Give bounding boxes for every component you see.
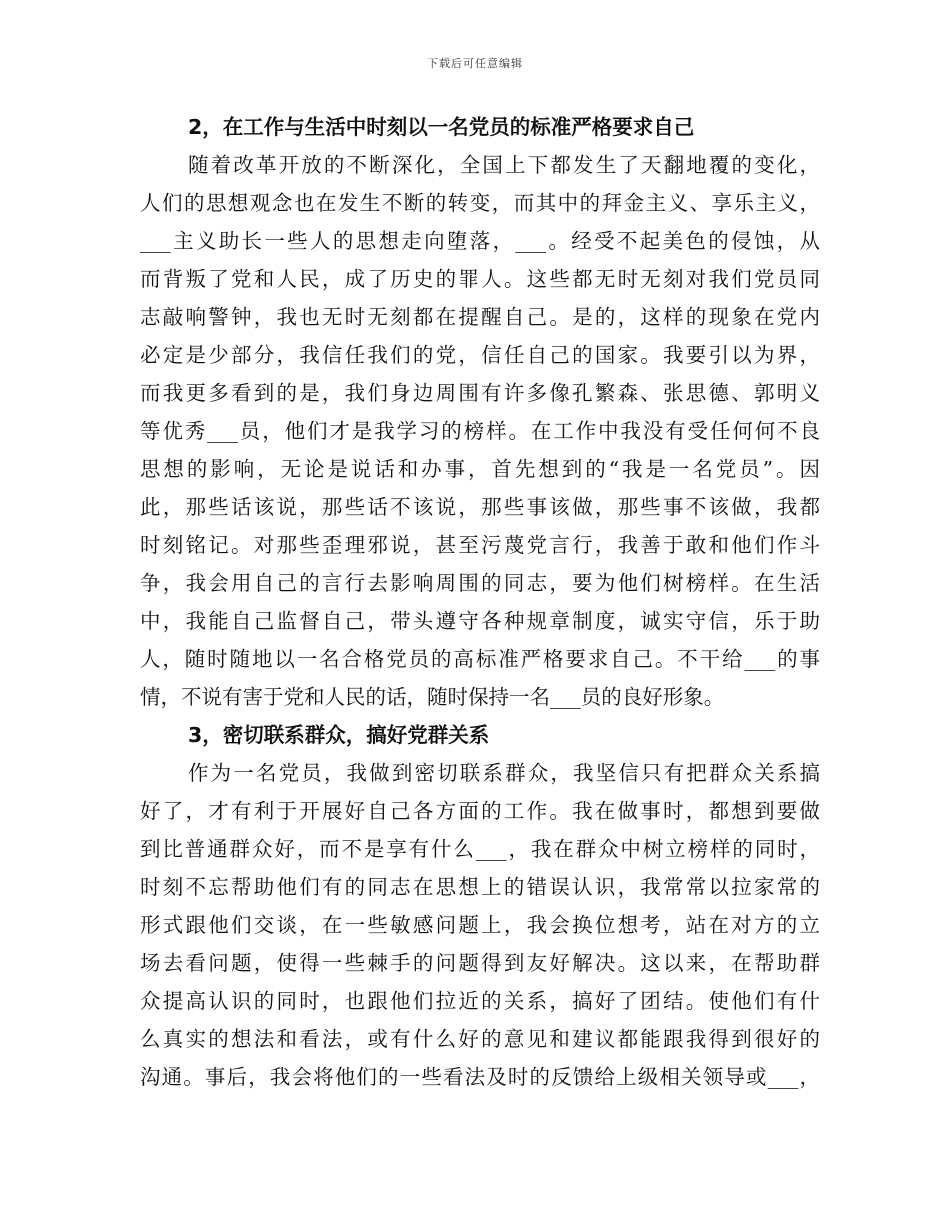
paragraph-line: 志敲响警钟，我也无时无刻都在提醒自己。是的，这样的现象在党内 [140,305,820,329]
paragraph-line: 时刻不忘帮助他们有的同志在思想上的错误认识，我常常以拉家常的 [140,875,820,899]
paragraph-line: 场去看问题，使得一些棘手的问题得到友好解决。这以来，在帮助群 [140,951,820,975]
paragraph-line: 好了，才有利于开展好自己各方面的工作。我在做事时，都想到要做 [140,799,820,823]
paragraph-line: 形式跟他们交谈，在一些敏感问题上，我会换位想考，站在对方的立 [140,913,820,937]
paragraph-line: 而背叛了党和人民，成了历史的罪人。这些都无时无刻对我们党员同 [140,267,820,291]
paragraph-line: 到比普通群众好，而不是享有什么___，我在群众中树立榜样的同时， [140,837,820,861]
paragraph-line: 等优秀___员，他们才是我学习的榜样。在工作中我没有受任何何不良 [140,419,820,443]
document-body [140,108,820,1096]
paragraph-line: ___主义助长一些人的思想走向堕落，___。经受不起美色的侵蚀，从 [140,229,820,253]
page-header-note: 下载后可任意编辑 [427,57,523,70]
paragraph-line: 随着改革开放的不断深化，全国上下都发生了天翻地覆的变化， [188,153,820,177]
section-heading: 3，密切联系群众，搞好党群关系 [188,723,490,747]
paragraph-line: 思想的影响，无论是说话和办事，首先想到的“我是一名党员”。因 [140,457,820,481]
paragraph-line: 众提高认识的同时，也跟他们拉近的关系，搞好了团结。使他们有什 [140,989,820,1013]
paragraph-line: 人，随时随地以一名合格党员的高标准严格要求自己。不干给___的事 [140,647,820,671]
paragraph-line: 中，我能自己监督自己，带头遵守各种规章制度，诚实守信，乐于助 [140,609,820,633]
paragraph-line: 此，那些话该说，那些话不该说，那些事该做，那些事不该做，我都 [140,495,820,519]
paragraph-line: 作为一名党员，我做到密切联系群众，我坚信只有把群众关系搞 [188,761,820,785]
paragraph-line: 而我更多看到的是，我们身边周围有许多像孔繁森、张思德、郭明义 [140,381,820,405]
paragraph-line: 争，我会用自己的言行去影响周围的同志，要为他们树榜样。在生活 [140,571,820,595]
section-heading: 2，在工作与生活中时刻以一名党员的标准严格要求自己 [188,115,695,139]
paragraph-line: 时刻铭记。对那些歪理邪说，甚至污蔑党言行，我善于敢和他们作斗 [140,533,820,557]
paragraph-line: 么真实的想法和看法，或有什么好的意见和建议都能跟我得到很好的 [140,1027,820,1051]
paragraph-line: 必定是少部分，我信任我们的党，信任自己的国家。我要引以为界， [140,343,820,367]
paragraph-line: 情，不说有害于党和人民的话，随时保持一名___员的良好形象。 [140,685,725,709]
paragraph-line: 沟通。事后，我会将他们的一些看法及时的反馈给上级相关领导或___， [140,1065,820,1089]
paragraph-line: 人们的思想观念也在发生不断的转变，而其中的拜金主义、享乐主义， [140,191,820,215]
